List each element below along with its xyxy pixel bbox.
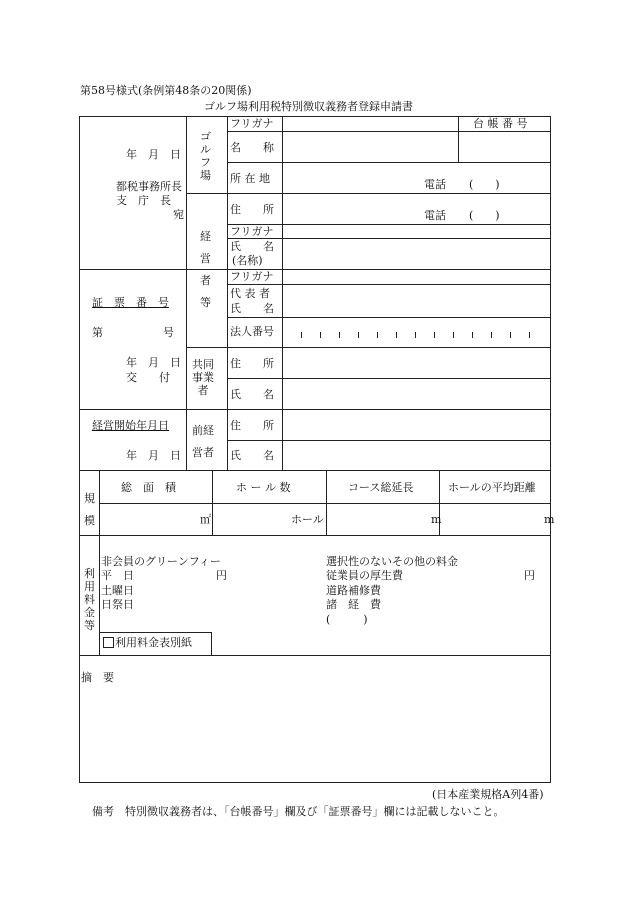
row-line [79, 409, 551, 410]
golf-location-label: 所 在 地 [230, 172, 270, 185]
scale-header-holes: ホ ー ル 数 [236, 481, 291, 494]
col-line [99, 470, 100, 655]
corp-no-tick [339, 332, 340, 338]
corp-no-tick [510, 332, 511, 338]
addressee-suffix: 宛 [173, 208, 184, 221]
management-start-date: 年 月 日 [126, 449, 181, 462]
outer-left [79, 116, 80, 783]
row-line [186, 193, 551, 194]
management-start-label: 経営開始年月日 [92, 419, 169, 432]
corp-no-tick [491, 332, 492, 338]
golf-phone-label: 電話 [424, 178, 446, 191]
row-line [227, 378, 551, 379]
form-number: 第58号様式(条例第48条の20関係) [80, 84, 252, 97]
row-line [79, 655, 551, 656]
golf-furigana-label: フリガナ [230, 117, 274, 130]
outer-bottom [79, 782, 551, 783]
col-line [211, 632, 212, 655]
fee-group-label: 利用料金等 [84, 567, 95, 632]
unit-meter-avg: m [544, 513, 555, 526]
row-line [79, 269, 551, 270]
prev-address-label: 住 所 [230, 419, 274, 432]
row-line [227, 224, 551, 225]
row-line [227, 284, 551, 285]
fee-other-label: 選択性のないその他の料金 [326, 555, 458, 568]
fee-welfare-yen: 円 [524, 569, 535, 582]
fee-nonmember-label: 非会員のグリーンフィー [101, 555, 221, 568]
unit-meter-length: m [431, 513, 442, 526]
previous-operator-group-label: 前経営者 [192, 424, 214, 459]
row-line [227, 317, 551, 318]
col-line [326, 470, 327, 535]
scale-header-area: 総 面 積 [121, 481, 176, 494]
fee-sheet-label: 利用料金表別紙 [115, 636, 192, 649]
co-operator-group-label: 共同事業者 [192, 358, 214, 397]
footnote: 備考 特別徴収義務者は、「台帳番号」欄及び「証票番号」欄には記載しないこと。 [92, 805, 505, 818]
ticket-go-label: 号 [163, 326, 174, 339]
corp-no-tick [358, 332, 359, 338]
row-line [227, 162, 551, 163]
fee-road-label: 道路補修費 [326, 584, 381, 597]
row-line [99, 503, 551, 504]
corp-no-tick [396, 332, 397, 338]
row-line [227, 131, 551, 132]
corp-no-tick [301, 332, 302, 338]
operator-name-label: 氏 名 [230, 240, 274, 253]
addressee-line1: 都税事務所長 [116, 180, 182, 193]
corp-no-tick [377, 332, 378, 338]
ticket-dai-label: 第 [92, 326, 103, 339]
row-line [79, 470, 551, 471]
corp-no-tick [415, 332, 416, 338]
golf-phone-paren: ( ) [469, 178, 500, 191]
col-line [186, 116, 187, 470]
row-line [227, 440, 551, 441]
operator-meisho-label: (名称) [232, 254, 263, 267]
scale-group-label: 規模 [84, 492, 95, 527]
paper-size-note: (日本産業規格A列4番) [432, 788, 544, 801]
fee-misc-label: 諸 経 費 [326, 598, 381, 611]
fee-welfare-label: 従業員の厚生費 [326, 569, 403, 582]
form-title: ゴルフ場利用税特別徴収義務者登録申請書 [204, 100, 413, 113]
operator-group-label: 経営者等 [200, 230, 211, 309]
ledger-number-label: 台 帳 番 号 [473, 117, 528, 130]
fee-saturday-label: 土曜日 [101, 584, 134, 597]
corp-no-tick [320, 332, 321, 338]
unit-square-meter: ㎡ [200, 513, 211, 526]
col-line [458, 116, 459, 162]
col-line [227, 116, 228, 470]
remarks-label: 摘 要 [81, 671, 114, 684]
corporate-number-label: 法人番号 [230, 325, 274, 338]
operator-furigana-label: フリガナ [230, 225, 274, 238]
col-line [282, 116, 283, 470]
corp-no-tick [453, 332, 454, 338]
prev-name-label: 氏 名 [230, 449, 274, 462]
col-line [212, 470, 213, 535]
corp-no-tick [529, 332, 530, 338]
unit-hole: ホール [291, 513, 324, 526]
rep-furigana-label: フリガナ [230, 270, 274, 283]
row-line [79, 535, 551, 536]
operator-phone-paren: ( ) [469, 209, 500, 222]
rep-name-label: 氏 名 [230, 302, 274, 315]
fee-holiday-label: 日祭日 [101, 598, 134, 611]
ticket-number-label: 証 票 番 号 [92, 296, 169, 309]
fee-weekday-label: 平 日 [101, 569, 134, 582]
coop-name-label: 氏 名 [230, 388, 274, 401]
corp-no-tick [434, 332, 435, 338]
issued-label: 交 付 [126, 371, 170, 384]
golf-course-group-label: ゴルフ場 [200, 130, 211, 182]
operator-phone-label: 電話 [424, 209, 446, 222]
scale-header-length: コース総延長 [348, 481, 414, 494]
fee-custom-label: ( ) [326, 613, 368, 626]
coop-address-label: 住 所 [230, 357, 274, 370]
rep-label: 代 表 者 [230, 287, 270, 300]
corp-no-tick [472, 332, 473, 338]
addressee-line2: 支 庁 長 [116, 194, 171, 207]
row-line [99, 632, 211, 633]
operator-address-label: 住 所 [230, 203, 274, 216]
golf-name-label: 名 称 [230, 141, 274, 154]
fee-sheet-checkbox[interactable] [103, 637, 114, 648]
application-date-label: 年 月 日 [126, 148, 181, 161]
scale-header-avg: ホールの平均距離 [448, 481, 536, 494]
row-line [186, 347, 551, 348]
outer-right [550, 116, 551, 783]
row-line [227, 238, 551, 239]
fee-weekday-yen: 円 [216, 569, 227, 582]
issue-date-label: 年 月 日 [126, 356, 181, 369]
